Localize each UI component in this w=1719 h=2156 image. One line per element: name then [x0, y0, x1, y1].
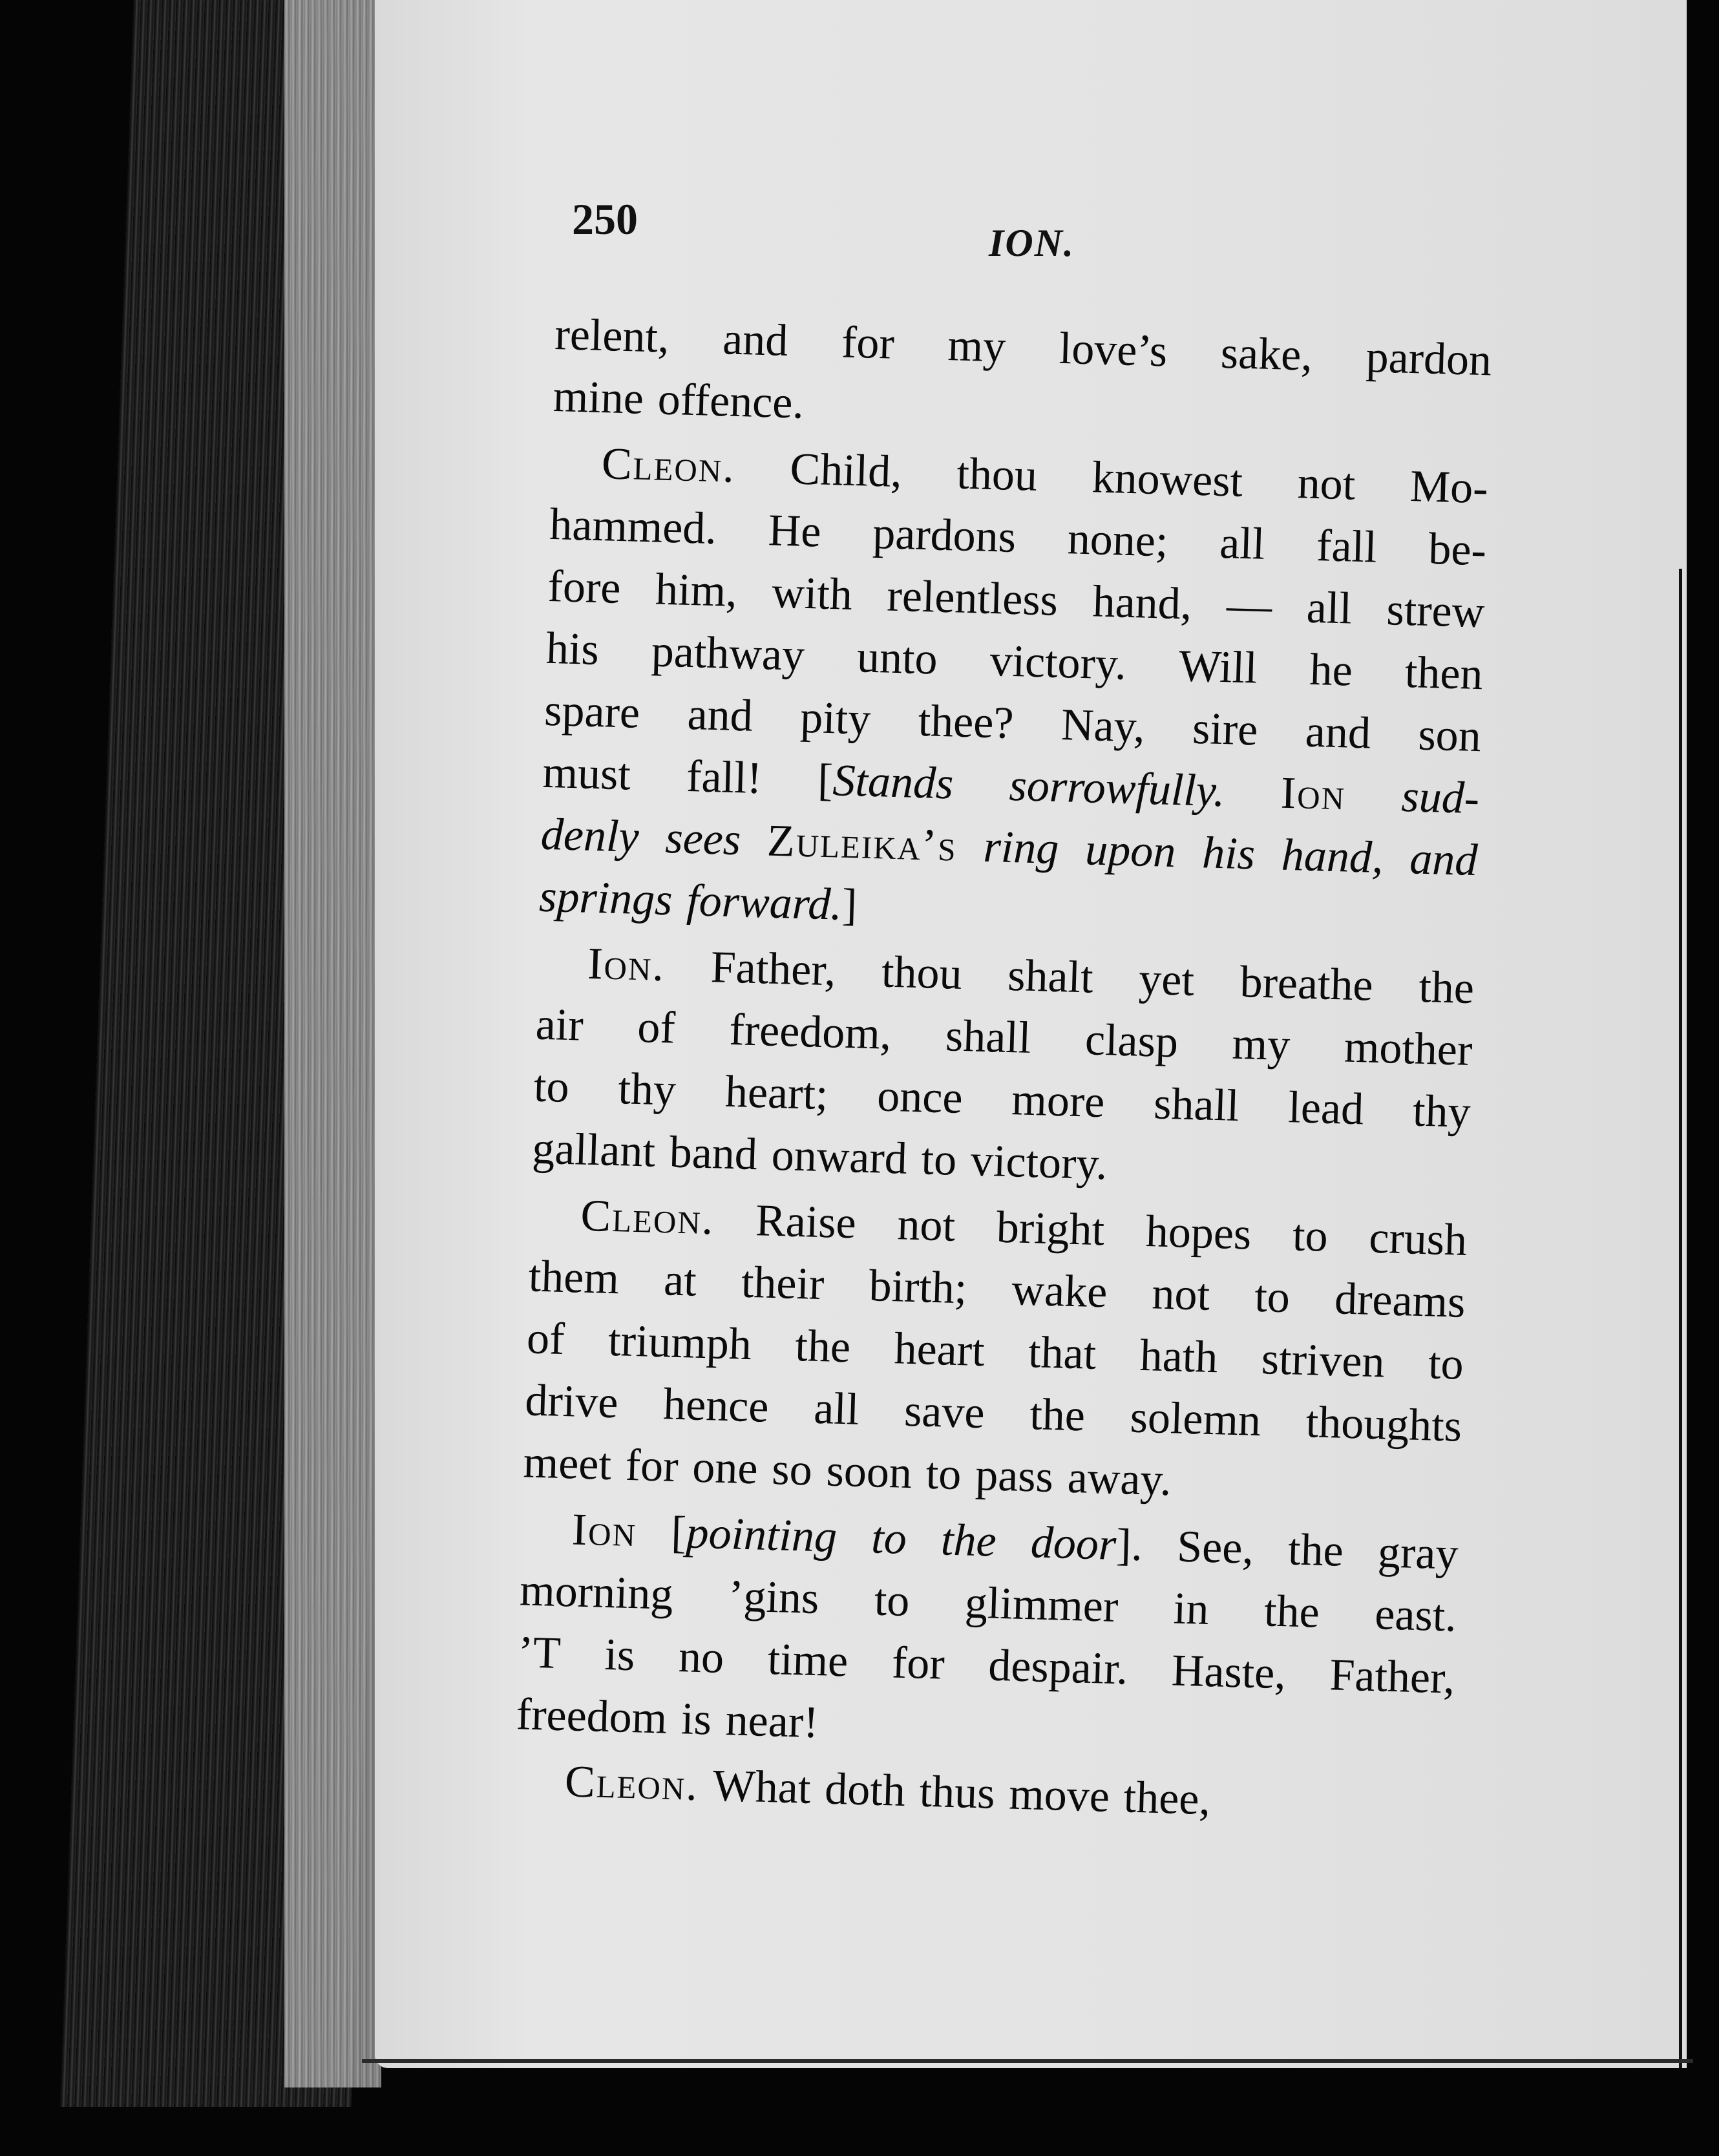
- word: son: [1417, 710, 1482, 762]
- word: is: [680, 1694, 712, 1745]
- word: unto: [856, 632, 938, 684]
- word: strew: [1386, 585, 1486, 638]
- word: freedom,: [728, 1004, 892, 1059]
- word: not: [896, 1200, 956, 1251]
- word: Mo-: [1409, 461, 1489, 514]
- word: air: [534, 999, 584, 1051]
- word: thy: [1412, 1086, 1471, 1137]
- word: ’T: [517, 1627, 562, 1679]
- word: his: [1201, 828, 1256, 880]
- word: striven: [1260, 1334, 1386, 1388]
- word: no: [678, 1632, 725, 1684]
- word: spare: [543, 685, 641, 738]
- word: thou: [956, 449, 1039, 501]
- running-head: ION.: [989, 222, 1075, 264]
- word: to: [920, 1134, 958, 1185]
- word: meet: [522, 1437, 612, 1490]
- word: thee?: [917, 695, 1015, 749]
- word: Haste,: [1170, 1645, 1287, 1699]
- word: birth;: [868, 1261, 968, 1314]
- word: Will: [1177, 641, 1258, 693]
- page-number: 250: [572, 195, 638, 244]
- word: him,: [655, 564, 738, 617]
- word: sorrowfully.: [1008, 760, 1226, 817]
- word: his: [545, 623, 600, 675]
- word: glimmer: [964, 1578, 1119, 1633]
- word: Ion.: [587, 938, 666, 991]
- word: breathe: [1239, 956, 1374, 1011]
- word: time: [766, 1634, 849, 1687]
- word: onward: [770, 1130, 908, 1184]
- word: east.: [1374, 1589, 1457, 1642]
- word: at: [663, 1255, 697, 1306]
- word: victory.: [989, 635, 1127, 690]
- word: upon: [1084, 825, 1177, 878]
- word: of: [637, 1002, 676, 1053]
- word: and: [1409, 834, 1479, 886]
- word: Child,: [789, 444, 903, 498]
- word: See,: [1176, 1521, 1254, 1574]
- word: shall: [1153, 1079, 1240, 1131]
- word: thoughts: [1305, 1397, 1463, 1452]
- word: mother: [1343, 1022, 1473, 1076]
- word: sake,: [1219, 328, 1313, 381]
- word: He: [767, 505, 822, 557]
- word: the: [1029, 1390, 1086, 1441]
- word: relent,: [554, 309, 670, 363]
- word: my: [1231, 1019, 1291, 1071]
- word: Ion: [1280, 768, 1347, 820]
- word: morning: [519, 1565, 674, 1620]
- word: to: [1428, 1338, 1464, 1390]
- word: that: [1028, 1327, 1097, 1379]
- word: thou: [881, 947, 963, 999]
- word: their: [741, 1257, 825, 1310]
- word: of: [526, 1313, 565, 1364]
- word: freedom: [515, 1689, 668, 1744]
- word: ’gins: [728, 1571, 820, 1624]
- word: heart: [893, 1324, 986, 1377]
- word: all: [813, 1383, 860, 1435]
- word: crush: [1368, 1212, 1468, 1265]
- word: band: [668, 1127, 758, 1180]
- word: pardons: [872, 508, 1017, 563]
- page-bottom-edge: [362, 2059, 1693, 2063]
- word: clasp: [1084, 1015, 1179, 1068]
- word: Zuleika’s: [766, 816, 958, 871]
- word: so: [771, 1444, 813, 1495]
- word: all: [1305, 582, 1353, 634]
- word: away.: [1066, 1452, 1172, 1506]
- word: pathway: [650, 626, 806, 681]
- word: for: [841, 317, 895, 369]
- paragraph: [531, 932, 1475, 1210]
- word: love’s: [1058, 323, 1168, 377]
- gutter-line: [1679, 569, 1682, 2068]
- word: Cleon.: [564, 1757, 699, 1811]
- word: move: [1008, 1769, 1111, 1822]
- word: hence: [662, 1379, 770, 1432]
- word: one: [691, 1442, 759, 1494]
- word: to: [873, 1575, 911, 1627]
- word: door].: [1029, 1517, 1144, 1571]
- word: shalt: [1007, 950, 1094, 1003]
- word: to: [1292, 1210, 1329, 1262]
- word: hammed.: [549, 499, 717, 555]
- word: and: [722, 314, 789, 366]
- word: forward.]: [686, 876, 858, 931]
- word: dreams: [1334, 1274, 1466, 1327]
- word: [Stands: [817, 755, 954, 809]
- word: thy: [617, 1064, 677, 1115]
- paragraph: [552, 304, 1492, 458]
- word: all: [1219, 518, 1266, 569]
- word: shall: [945, 1011, 1032, 1063]
- word: offence.: [657, 374, 805, 428]
- word: thus: [918, 1766, 996, 1819]
- paragraph: [522, 1183, 1468, 1523]
- word: is: [604, 1629, 636, 1681]
- word: fore: [547, 561, 622, 613]
- page-edges-light: [284, 0, 381, 2087]
- word: more: [1011, 1075, 1106, 1128]
- word: to: [925, 1448, 962, 1500]
- word: and: [686, 689, 754, 741]
- word: then: [1404, 647, 1484, 700]
- word: [pointing: [670, 1507, 838, 1562]
- word: Raise: [755, 1196, 857, 1249]
- word: denly: [540, 809, 640, 862]
- word: in: [1172, 1583, 1210, 1634]
- word: —: [1226, 580, 1273, 632]
- word: hopes: [1144, 1207, 1252, 1260]
- word: he: [1309, 644, 1353, 696]
- word: and: [1304, 706, 1372, 759]
- page-body: [514, 304, 1493, 1842]
- word: fall: [1316, 521, 1378, 573]
- word: relentless: [886, 571, 1059, 626]
- word: gray: [1377, 1527, 1459, 1580]
- word: drive: [524, 1375, 619, 1428]
- word: near!: [724, 1695, 819, 1748]
- word: none;: [1066, 514, 1169, 567]
- word: the: [1418, 962, 1475, 1014]
- word: Ion: [571, 1505, 638, 1557]
- word: to: [1254, 1271, 1291, 1323]
- word: victory.: [970, 1136, 1108, 1190]
- word: the: [1287, 1525, 1344, 1576]
- word: springs: [538, 871, 673, 925]
- paragraph: [538, 432, 1489, 958]
- word: pass: [975, 1450, 1054, 1503]
- word: sees: [664, 813, 742, 865]
- word: sud-: [1400, 771, 1481, 824]
- word: bright: [995, 1202, 1106, 1256]
- word: ring: [982, 821, 1060, 874]
- word: despair.: [987, 1640, 1129, 1695]
- word: hand,: [1280, 830, 1384, 883]
- word: to: [870, 1513, 907, 1564]
- word: pardon: [1365, 332, 1493, 386]
- word: for: [624, 1440, 679, 1492]
- paragraph: [516, 1497, 1459, 1775]
- word: lead: [1287, 1083, 1365, 1135]
- word: mine: [552, 371, 644, 424]
- word: pity: [799, 692, 872, 745]
- word: them: [527, 1251, 620, 1304]
- word: hand,: [1092, 576, 1193, 629]
- word: not: [1151, 1269, 1211, 1320]
- word: Father,: [710, 942, 837, 996]
- word: must: [542, 747, 631, 800]
- word: Cleon.: [601, 439, 736, 492]
- word: soon: [825, 1446, 913, 1499]
- word: yet: [1138, 954, 1195, 1006]
- word: not: [1296, 458, 1356, 510]
- word: my: [947, 320, 1007, 372]
- word: wake: [1011, 1265, 1108, 1318]
- word: to: [533, 1061, 570, 1113]
- word: sire: [1192, 703, 1259, 756]
- word: heart;: [724, 1066, 829, 1120]
- word: for: [891, 1638, 945, 1689]
- word: Cleon.: [580, 1190, 715, 1245]
- word: with: [771, 567, 853, 620]
- word: be-: [1428, 523, 1487, 576]
- word: thee,: [1123, 1772, 1212, 1825]
- word: triumph: [607, 1315, 752, 1370]
- word: the: [794, 1320, 852, 1373]
- word: fall!: [686, 751, 763, 804]
- word: knowest: [1091, 452, 1244, 507]
- word: What: [712, 1760, 812, 1813]
- word: save: [903, 1386, 986, 1439]
- word: the: [940, 1515, 997, 1567]
- word: doth: [824, 1764, 906, 1816]
- word: Nay,: [1060, 700, 1146, 752]
- word: gallant: [531, 1123, 656, 1177]
- word: solemn: [1129, 1392, 1262, 1446]
- word: the: [1263, 1586, 1320, 1638]
- word: once: [876, 1071, 964, 1124]
- word: hath: [1139, 1330, 1219, 1383]
- word: Father,: [1329, 1650, 1456, 1704]
